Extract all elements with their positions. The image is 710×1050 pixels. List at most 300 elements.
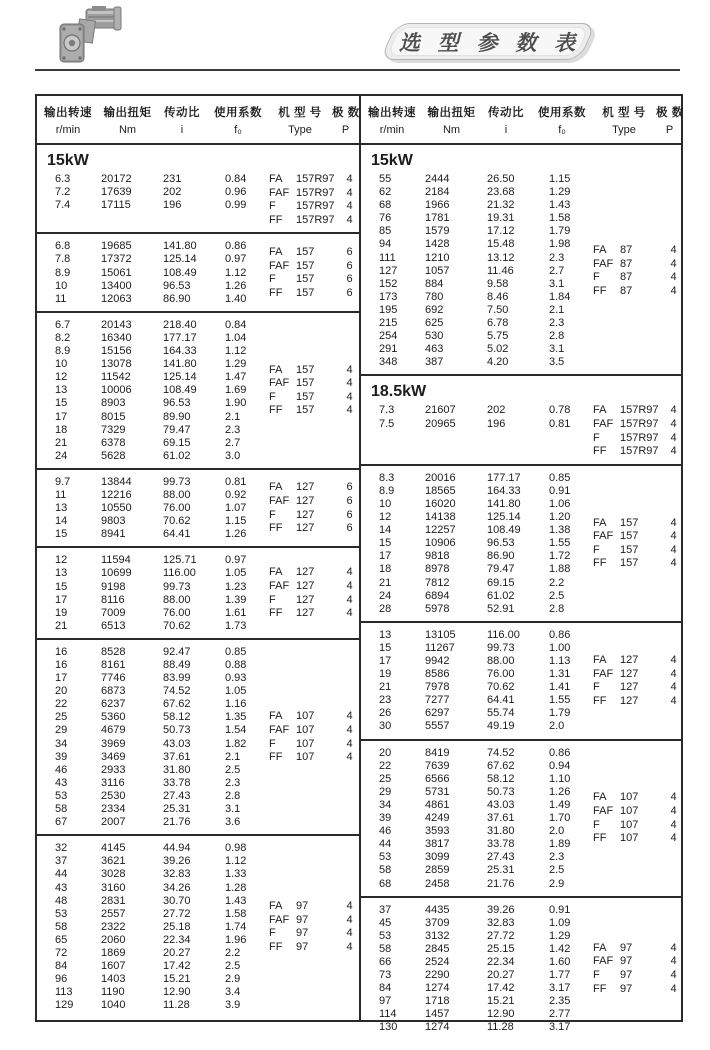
table-row: [37, 267, 269, 280]
table-row: [361, 485, 593, 498]
cell-factor: 1.69: [225, 384, 247, 397]
type-prefix: FAF: [593, 530, 614, 543]
poles-value: 6: [346, 286, 353, 299]
cell-speed: 46: [55, 763, 68, 776]
cell-speed: 152: [379, 277, 398, 290]
cell-torque: 2524: [425, 955, 450, 968]
cell-ratio: 76.00: [163, 502, 191, 515]
type-prefix: FAF: [269, 495, 290, 508]
cell-factor: 2.0: [549, 720, 565, 733]
cell-ratio: 25.18: [163, 920, 191, 933]
table-section: [361, 741, 681, 898]
poles-value: 4: [346, 377, 353, 390]
cell-ratio: 5.75: [487, 330, 509, 343]
table-row: [37, 986, 269, 999]
cell-ratio: 50.73: [163, 724, 191, 737]
table-row: [37, 332, 269, 345]
table-right-half: [359, 96, 684, 1034]
type-model: 157: [296, 404, 315, 417]
cell-ratio: 30.70: [163, 894, 191, 907]
cell-factor: 3.1: [225, 803, 241, 816]
poles-value: 4: [670, 941, 677, 954]
cell-torque: 3099: [425, 851, 450, 864]
table-row: [37, 738, 269, 751]
cell-ratio: 21.76: [163, 816, 191, 829]
model-type-row: [593, 517, 683, 531]
column-header-poles: [332, 104, 359, 136]
cell-factor: 1.60: [549, 955, 571, 968]
poles-value: 4: [670, 431, 677, 444]
model-type-row: [269, 391, 359, 405]
table-row: [361, 1021, 593, 1034]
type-model: 127: [620, 681, 639, 694]
cell-torque: 6566: [425, 772, 450, 785]
table-section: [361, 898, 681, 1040]
type-model: 157: [296, 273, 315, 286]
cell-torque: 20172: [101, 173, 132, 185]
type-prefix: FF: [593, 982, 607, 995]
cell-speed: 84: [379, 982, 392, 995]
poles-value: 6: [346, 245, 353, 258]
type-model: 97: [296, 927, 309, 940]
cell-factor: 3.0: [225, 449, 241, 462]
poles-value: 4: [670, 791, 677, 804]
cell-ratio: 27.43: [487, 851, 515, 864]
cell-speed: 195: [379, 303, 398, 316]
model-type-list: [269, 900, 361, 954]
cell-ratio: 196: [487, 417, 506, 430]
model-type-row: [593, 544, 683, 558]
data-rows: [37, 240, 269, 305]
type-model: 107: [620, 804, 639, 817]
cell-ratio: 4.20: [487, 356, 509, 369]
cell-factor: 1.41: [549, 681, 571, 694]
column-header-factor: [208, 104, 268, 136]
data-rows: [37, 173, 269, 227]
poles-value: 4: [670, 271, 677, 284]
table-row: [361, 511, 593, 524]
cell-ratio: 25.31: [487, 864, 515, 877]
table-row: [361, 603, 593, 616]
type-prefix: FAF: [269, 377, 290, 390]
type-prefix: FA: [593, 516, 607, 529]
cell-ratio: 196: [163, 199, 182, 212]
table-row: [361, 642, 593, 655]
cell-torque: 2831: [101, 894, 126, 907]
cell-ratio: 76.00: [487, 668, 515, 681]
table-row: [37, 842, 269, 855]
table-row: [37, 240, 269, 253]
type-prefix: FAF: [269, 186, 290, 199]
cell-torque: 1869: [101, 946, 126, 959]
poles-value: 4: [346, 566, 353, 579]
cell-factor: 3.17: [549, 1021, 571, 1034]
cell-torque: 19685: [101, 240, 132, 253]
cell-ratio: 69.15: [163, 436, 191, 449]
cell-speed: 19: [379, 668, 392, 681]
type-prefix: F: [269, 273, 276, 286]
table-row: [361, 577, 593, 590]
cell-factor: 2.1: [549, 303, 565, 316]
type-prefix: FF: [269, 404, 283, 417]
type-prefix: FF: [269, 940, 283, 953]
cell-ratio: 39.26: [487, 903, 515, 916]
cell-factor: 2.3: [225, 776, 241, 789]
cell-ratio: 11.28: [487, 1021, 514, 1034]
table-row: [361, 590, 593, 603]
data-rows: [361, 404, 593, 458]
cell-factor: 2.8: [549, 330, 565, 343]
cell-factor: 0.84: [225, 173, 247, 185]
type-prefix: FA: [269, 363, 283, 376]
type-model: 157: [620, 530, 639, 543]
table-header: [361, 96, 684, 145]
poles-value: 4: [346, 213, 353, 226]
cell-speed: 173: [379, 290, 398, 303]
model-type-row: [269, 594, 359, 608]
cell-torque: 692: [425, 303, 444, 316]
table-row: [37, 960, 269, 973]
cell-speed: 130: [379, 1021, 398, 1034]
cell-torque: 7329: [101, 423, 126, 436]
power-rating-label: 15kW: [371, 152, 413, 169]
cell-speed: 12: [55, 554, 68, 567]
model-type-row: [593, 791, 683, 805]
type-model: 157: [296, 286, 315, 299]
table-row: [37, 319, 269, 332]
poles-value: 6: [346, 508, 353, 521]
model-type-row: [269, 710, 359, 724]
cell-factor: 1.15: [225, 515, 247, 528]
model-type-row: [593, 654, 683, 668]
cell-speed: 10: [55, 358, 68, 371]
cell-factor: 1.26: [225, 528, 247, 541]
cell-factor: 1.29: [549, 929, 571, 942]
table-section: [37, 836, 359, 1020]
model-type-row: [269, 481, 359, 495]
cell-torque: 1190: [101, 986, 125, 999]
type-model: 97: [620, 969, 633, 982]
column-header-unit: Nm: [118, 124, 137, 136]
cell-ratio: 6.78: [487, 317, 509, 330]
table-row: [361, 212, 593, 225]
cell-torque: 5731: [425, 785, 450, 798]
model-type-row: [593, 955, 683, 969]
cell-factor: 2.8: [225, 789, 241, 802]
cell-speed: 17: [55, 410, 68, 423]
type-model: 157: [296, 245, 315, 258]
type-prefix: FF: [593, 557, 607, 570]
table-row: [37, 280, 269, 293]
cell-torque: 2444: [425, 173, 450, 185]
cell-speed: 348: [379, 356, 398, 369]
table-row: [361, 472, 593, 485]
cell-speed: 7.8: [55, 253, 71, 266]
cell-ratio: 125.71: [163, 554, 197, 567]
cell-speed: 53: [55, 907, 68, 920]
table-row: [361, 537, 593, 550]
table-row: [361, 864, 593, 877]
cell-speed: 19: [55, 606, 68, 619]
cell-factor: 1.07: [225, 502, 247, 515]
poles-value: 4: [346, 927, 353, 940]
cell-ratio: 50.73: [487, 785, 515, 798]
cell-factor: 0.81: [225, 475, 247, 488]
table-row: [361, 304, 593, 317]
cell-speed: 14: [379, 524, 392, 537]
cell-torque: 3817: [425, 838, 450, 851]
cell-ratio: 83.99: [163, 672, 191, 685]
cell-factor: 1.90: [225, 397, 247, 410]
cell-speed: 39: [55, 750, 68, 763]
model-type-row: [593, 258, 683, 272]
cell-factor: 2.2: [225, 946, 241, 959]
table-row: [361, 668, 593, 681]
table-row: [361, 317, 593, 330]
cell-torque: 8161: [101, 659, 126, 671]
cell-torque: 2290: [425, 969, 450, 982]
type-prefix: FA: [269, 710, 283, 723]
cell-torque: 3028: [101, 868, 126, 881]
table-section: [37, 234, 359, 312]
cell-ratio: 20.27: [163, 946, 191, 959]
table-row: [361, 747, 593, 760]
model-type-row: [593, 969, 683, 983]
model-type-row: [269, 509, 359, 523]
poles-value: 4: [670, 404, 677, 417]
cell-torque: 8978: [425, 563, 450, 576]
cell-ratio: 22.34: [487, 955, 515, 968]
cell-speed: 13: [55, 384, 68, 397]
column-header-poles: [656, 104, 683, 136]
type-model: 157: [296, 259, 315, 272]
table-row: [37, 803, 269, 816]
column-header-zh: 极 数: [656, 107, 684, 119]
cell-factor: 3.1: [549, 343, 565, 356]
table-section: [361, 376, 681, 465]
type-prefix: FF: [269, 522, 283, 535]
data-rows: [361, 629, 593, 734]
cell-torque: 15156: [101, 345, 132, 358]
column-header-unit: P: [665, 124, 674, 136]
cell-torque: 8419: [425, 746, 450, 759]
model-type-row: [593, 271, 683, 285]
poles-value: 6: [346, 259, 353, 272]
type-model: 87: [620, 271, 633, 284]
cell-speed: 48: [55, 894, 68, 907]
table-row: [37, 384, 269, 397]
cell-speed: 15: [55, 528, 68, 541]
cell-ratio: 164.33: [487, 484, 521, 497]
column-header-speed: [37, 104, 99, 136]
cell-ratio: 20.27: [487, 969, 515, 982]
poles-value: 4: [346, 173, 353, 185]
cell-factor: 1.74: [225, 920, 247, 933]
table-row: [37, 567, 269, 580]
cell-torque: 2458: [425, 877, 450, 890]
cell-speed: 12: [55, 371, 68, 384]
model-type-list: [269, 481, 361, 535]
cell-ratio: 52.91: [487, 602, 515, 615]
poles-value: 4: [670, 257, 677, 270]
cell-factor: 1.79: [549, 225, 571, 238]
type-model: 157: [296, 363, 315, 376]
type-model: 107: [296, 737, 315, 750]
cell-factor: 1.55: [549, 694, 571, 707]
table-row: [361, 969, 593, 982]
cell-ratio: 21.76: [487, 877, 515, 890]
cell-ratio: 13.12: [487, 251, 515, 264]
model-type-row: [269, 214, 359, 228]
cell-torque: 13105: [425, 628, 456, 641]
cell-torque: 3969: [101, 737, 126, 750]
cell-torque: 7009: [101, 606, 126, 619]
table-row: [37, 868, 269, 881]
type-prefix: FA: [269, 566, 283, 579]
cell-ratio: 125.14: [163, 253, 197, 266]
cell-ratio: 55.74: [487, 707, 515, 720]
cell-ratio: 79.47: [487, 563, 515, 576]
type-prefix: F: [269, 927, 276, 940]
cell-speed: 21: [379, 576, 392, 589]
type-prefix: F: [593, 543, 600, 556]
column-header-zh: 机 型 号: [602, 107, 646, 119]
column-header-ratio: [156, 104, 208, 136]
table-section: [37, 548, 359, 640]
cell-factor: 1.16: [225, 698, 247, 711]
model-type-row: [593, 404, 683, 418]
poles-value: 4: [670, 969, 677, 982]
table-row: [361, 681, 593, 694]
cell-speed: 72: [55, 946, 68, 959]
cell-ratio: 15.21: [487, 995, 515, 1008]
cell-factor: 1.10: [549, 772, 571, 785]
type-model: 127: [296, 522, 315, 535]
cell-torque: 12216: [101, 488, 132, 501]
cell-ratio: 86.90: [487, 550, 515, 563]
cell-factor: 1.35: [225, 711, 247, 724]
cell-factor: 1.61: [225, 606, 247, 619]
cell-factor: 2.9: [225, 973, 241, 986]
cell-factor: 2.7: [225, 436, 241, 449]
cell-factor: 2.3: [549, 851, 565, 864]
cell-speed: 215: [379, 317, 398, 330]
cell-speed: 17: [55, 672, 68, 685]
table-row: [37, 672, 269, 685]
cell-torque: 5360: [101, 711, 126, 724]
cell-ratio: 76.00: [163, 606, 191, 619]
model-type-row: [269, 287, 359, 301]
model-type-list: [269, 246, 361, 300]
cell-ratio: 202: [163, 186, 182, 199]
cell-factor: 0.85: [225, 645, 247, 658]
cell-factor: 1.38: [549, 524, 571, 537]
cell-ratio: 202: [487, 404, 506, 417]
model-type-row: [269, 566, 359, 580]
cell-factor: 0.91: [549, 484, 571, 497]
cell-ratio: 64.41: [487, 694, 515, 707]
cell-ratio: 64.41: [163, 528, 191, 541]
table-row: [37, 934, 269, 947]
cell-factor: 2.8: [549, 602, 565, 615]
poles-value: 4: [346, 363, 353, 376]
cell-ratio: 31.80: [163, 763, 191, 776]
cell-speed: 22: [379, 759, 392, 772]
type-model: 157: [620, 557, 639, 570]
table-row: [37, 502, 269, 515]
cell-factor: 0.97: [225, 253, 247, 266]
cell-factor: 1.29: [225, 358, 247, 371]
column-header-type: [592, 104, 656, 136]
cell-ratio: 25.15: [487, 942, 515, 955]
cell-ratio: 23.68: [487, 186, 515, 199]
table-row: [361, 655, 593, 668]
cell-speed: 20: [379, 746, 392, 759]
cell-torque: 8941: [101, 528, 126, 541]
cell-speed: 29: [55, 724, 68, 737]
poles-value: 4: [670, 244, 677, 257]
model-type-row: [593, 819, 683, 833]
column-header-zh: 极 数: [332, 107, 360, 119]
cell-speed: 53: [379, 851, 392, 864]
poles-value: 4: [670, 445, 677, 458]
cell-torque: 6237: [101, 698, 126, 711]
type-prefix: FA: [269, 173, 283, 185]
cell-ratio: 32.83: [163, 868, 191, 881]
cell-speed: 127: [379, 264, 398, 277]
cell-factor: 1.15: [549, 173, 571, 185]
column-header-type: [268, 104, 332, 136]
table-row: [361, 838, 593, 851]
table-row: [361, 878, 593, 891]
cell-torque: 2530: [101, 789, 126, 802]
cell-speed: 129: [55, 999, 74, 1012]
table-row: [361, 1008, 593, 1021]
poles-value: 4: [670, 530, 677, 543]
cell-factor: 2.5: [225, 960, 241, 973]
table-row: [37, 293, 269, 306]
cell-torque: 9818: [425, 550, 450, 563]
model-type-row: [269, 495, 359, 509]
cell-torque: 8528: [101, 645, 126, 658]
cell-torque: 5978: [425, 602, 450, 615]
cell-speed: 113: [55, 986, 73, 999]
cell-torque: 1457: [425, 1008, 450, 1021]
type-model: 107: [296, 710, 315, 723]
cell-speed: 85: [379, 225, 392, 238]
cell-torque: 8903: [101, 397, 126, 410]
cell-factor: 0.92: [225, 488, 247, 501]
table-row: [37, 358, 269, 371]
model-type-list: [593, 942, 685, 996]
cell-speed: 11: [55, 292, 67, 305]
cell-ratio: 49.19: [487, 720, 515, 733]
table-row: [37, 646, 269, 659]
table-row: [37, 751, 269, 764]
column-header-torque: [99, 104, 156, 136]
table-row: [361, 995, 593, 1008]
table-row: [37, 855, 269, 868]
cell-ratio: 99.73: [163, 475, 191, 488]
table-row: [361, 199, 593, 212]
type-prefix: FF: [269, 751, 283, 764]
cell-factor: 0.86: [225, 240, 247, 253]
model-type-row: [269, 377, 359, 391]
cell-torque: 2933: [101, 763, 126, 776]
cell-speed: 291: [379, 343, 398, 356]
column-header-unit: f₀: [234, 124, 242, 136]
table-row: [37, 489, 269, 502]
